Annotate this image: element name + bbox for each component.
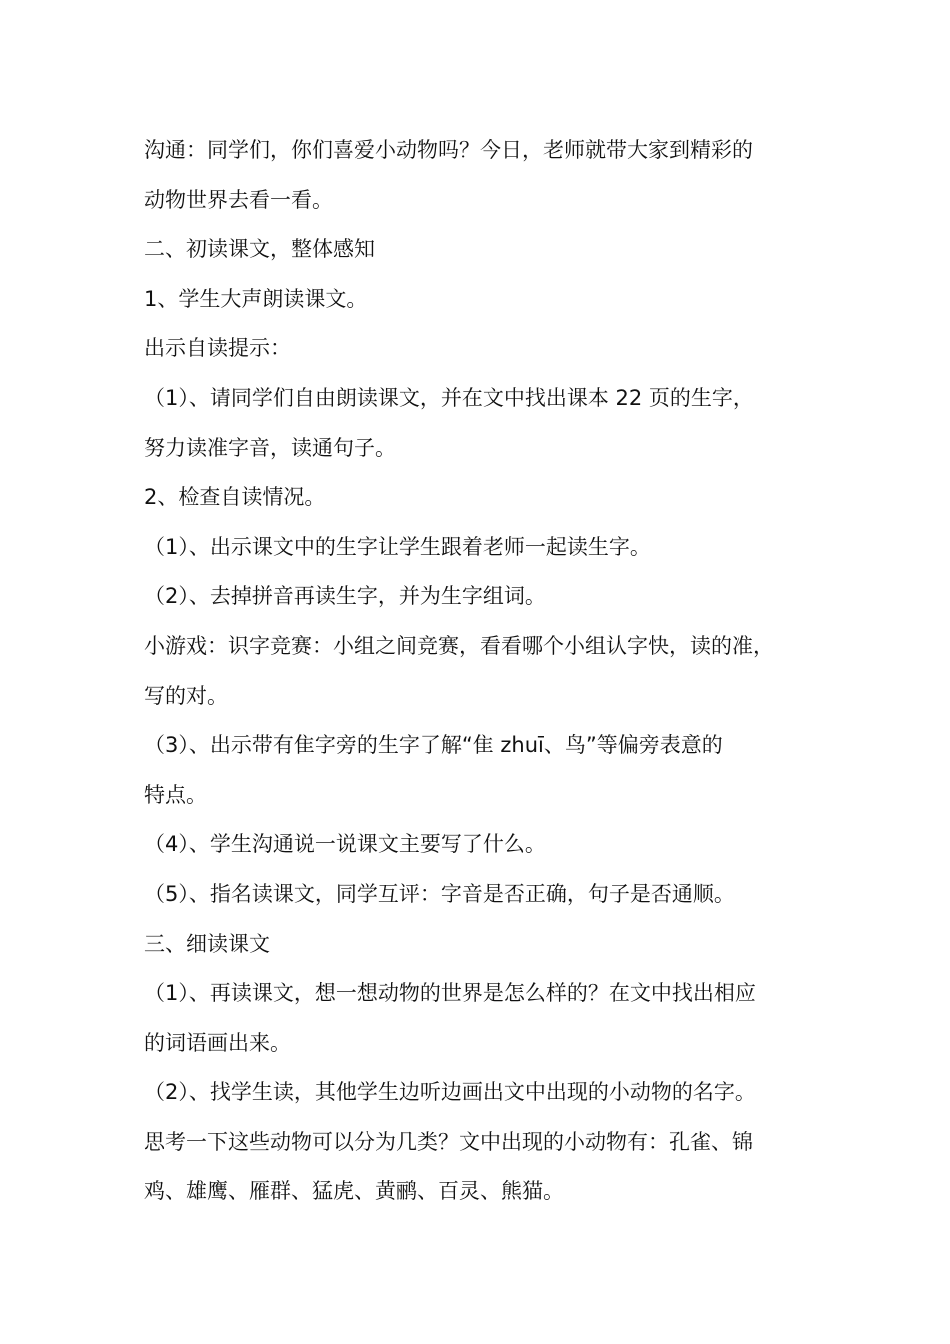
text-line: 1、学生大声朗读课文。	[144, 286, 368, 311]
text-line: 鸡、雄鹰、雁群、猛虎、黄鹂、百灵、熊猫。	[144, 1179, 564, 1204]
text-line: 动物世界去看一看。	[144, 187, 333, 212]
text-line: 的词语画出来。	[144, 1030, 291, 1055]
text-line: （5）、指名读课文，同学互评：字音是否正确，句子是否通顺。	[144, 881, 735, 906]
text-line: 2、检查自读情况。	[144, 485, 326, 510]
text-line: 沟通：同学们，你们喜爱小动物吗？今日，老师就带大家到精彩的	[144, 138, 753, 162]
text-line: 小游戏：识字竞赛：小组之间竞赛，看看哪个小组认字快，读的准，	[144, 633, 774, 658]
section-heading: 三、细读课文	[144, 931, 270, 956]
text-line: （2）、去掉拼音再读生字，并为生字组词。	[144, 584, 546, 609]
text-line: 思考一下这些动物可以分为几类？文中出现的小动物有：孔雀、锦	[144, 1129, 753, 1154]
section-heading: 二、初读课文，整体感知	[144, 237, 375, 262]
text-line: （4）、学生沟通说一说课文主要写了什么。	[144, 832, 546, 857]
text-line: （1）、请同学们自由朗读课文，并在文中找出课本 22 页的生字，	[144, 385, 754, 410]
text-line: （1）、出示课文中的生字让学生跟着老师一起读生字。	[144, 534, 651, 559]
text-line: （2）、找学生读，其他学生边听边画出文中出现的小动物的名字。	[144, 1080, 756, 1105]
text-line: 写的对。	[144, 683, 228, 708]
text-line: （3）、出示带有隹字旁的生字了解“隹 zhuī、鸟”等偏旁表意的	[144, 733, 723, 758]
document-body	[144, 126, 824, 1217]
text-line: 努力读准字音，读通句子。	[144, 435, 396, 460]
text-line: （1）、再读课文，想一想动物的世界是怎么样的？在文中找出相应	[144, 981, 756, 1006]
text-line: 特点。	[144, 782, 207, 807]
text-line: 出示自读提示：	[144, 336, 291, 361]
